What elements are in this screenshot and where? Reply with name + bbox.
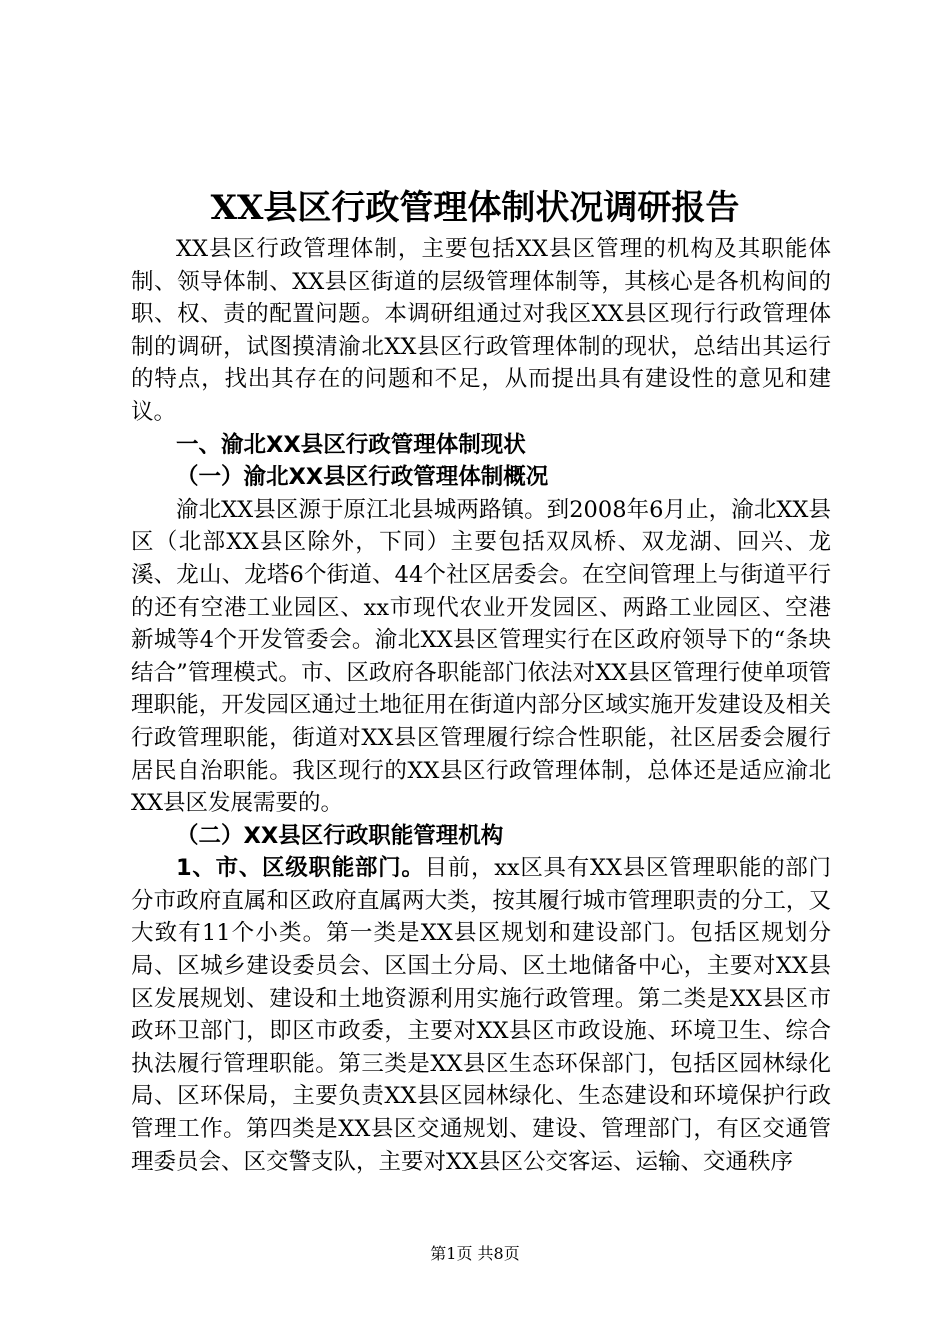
item-text: 目前，xx区具有XX县区管理职能的部门分市政府直属和区政府直属两大类，按其履行城市管理职责的分工，又大致有11个小类。第一类是XX县区规划和建设部门。包括区规划分局、区城乡建设委员会、区国土分局、区土地储备中心，主要对XX县区发展规划、建设和土地资源利用实施行政管理。第二类是XX县区市政环卫部门，即区市政委，主要对XX县区市政设施、环境卫生、综合执法履行管理职能。第三类是XX县区生态环保部门，包括区园林绿化局、区环保局，主要负责XX县区园林绿化、生态建设和环境保护行政管理工作。第四类是XX县区交通规划、建设、管理部门，有区交通管理委员会、区交警支队，主要对XX县区公交客运、运输、交通秩序 <box>131 855 832 1175</box>
document-title: XX县区行政管理体制状况调研报告 <box>210 188 740 228</box>
subsection-heading-1: （一）渝北XX县区行政管理体制概况 <box>176 464 549 491</box>
page-footer: 第1页 共8页 <box>430 1244 520 1263</box>
subsection-heading-2: （二）XX县区行政职能管理机构 <box>176 822 504 849</box>
item-lead: 1、市、区级职能部门。 <box>176 855 425 882</box>
intro-paragraph: XX县区行政管理体制，主要包括XX县区管理的机构及其职能体制、领导体制、XX县区街道的层级管理体制等，其核心是各机构间的职、权、责的配置问题。本调研组通过对我区XX县区现行行政管理体制的调研，试图摸清渝北XX县区行政管理体制的现状，总结出其运行的特点，找出其存在的问题和不足，从而提出具有建设性的意见和建议。 <box>131 236 831 425</box>
departments-paragraph <box>131 852 831 1178</box>
document-body <box>131 233 831 1178</box>
overview-paragraph: 渝北XX县区源于原江北县城两路镇。到2008年6月止，渝北XX县区（北部XX县区除外，下同）主要包括双凤桥、双龙湖、回兴、龙溪、龙山、龙塔6个街道、44个社区居委会。在空间管理上与街道平行的还有空港工业园区、xx市现代农业开发园区、两路工业园区、空港新城等4个开发管委会。渝北XX县区管理实行在区政府领导下的“条块结合”管理模式。市、区政府各职能部门依法对XX县区管理行使单项管理职能，开发园区通过土地征用在街道内部分区域实施开发建设及相关行政管理职能，街道对XX县区管理履行综合性职能，社区居委会履行居民自治职能。我区现行的XX县区行政管理体制，总体还是适应渝北XX县区发展需要的。 <box>131 496 831 817</box>
section-heading: 一、渝北XX县区行政管理体制现状 <box>176 431 526 458</box>
